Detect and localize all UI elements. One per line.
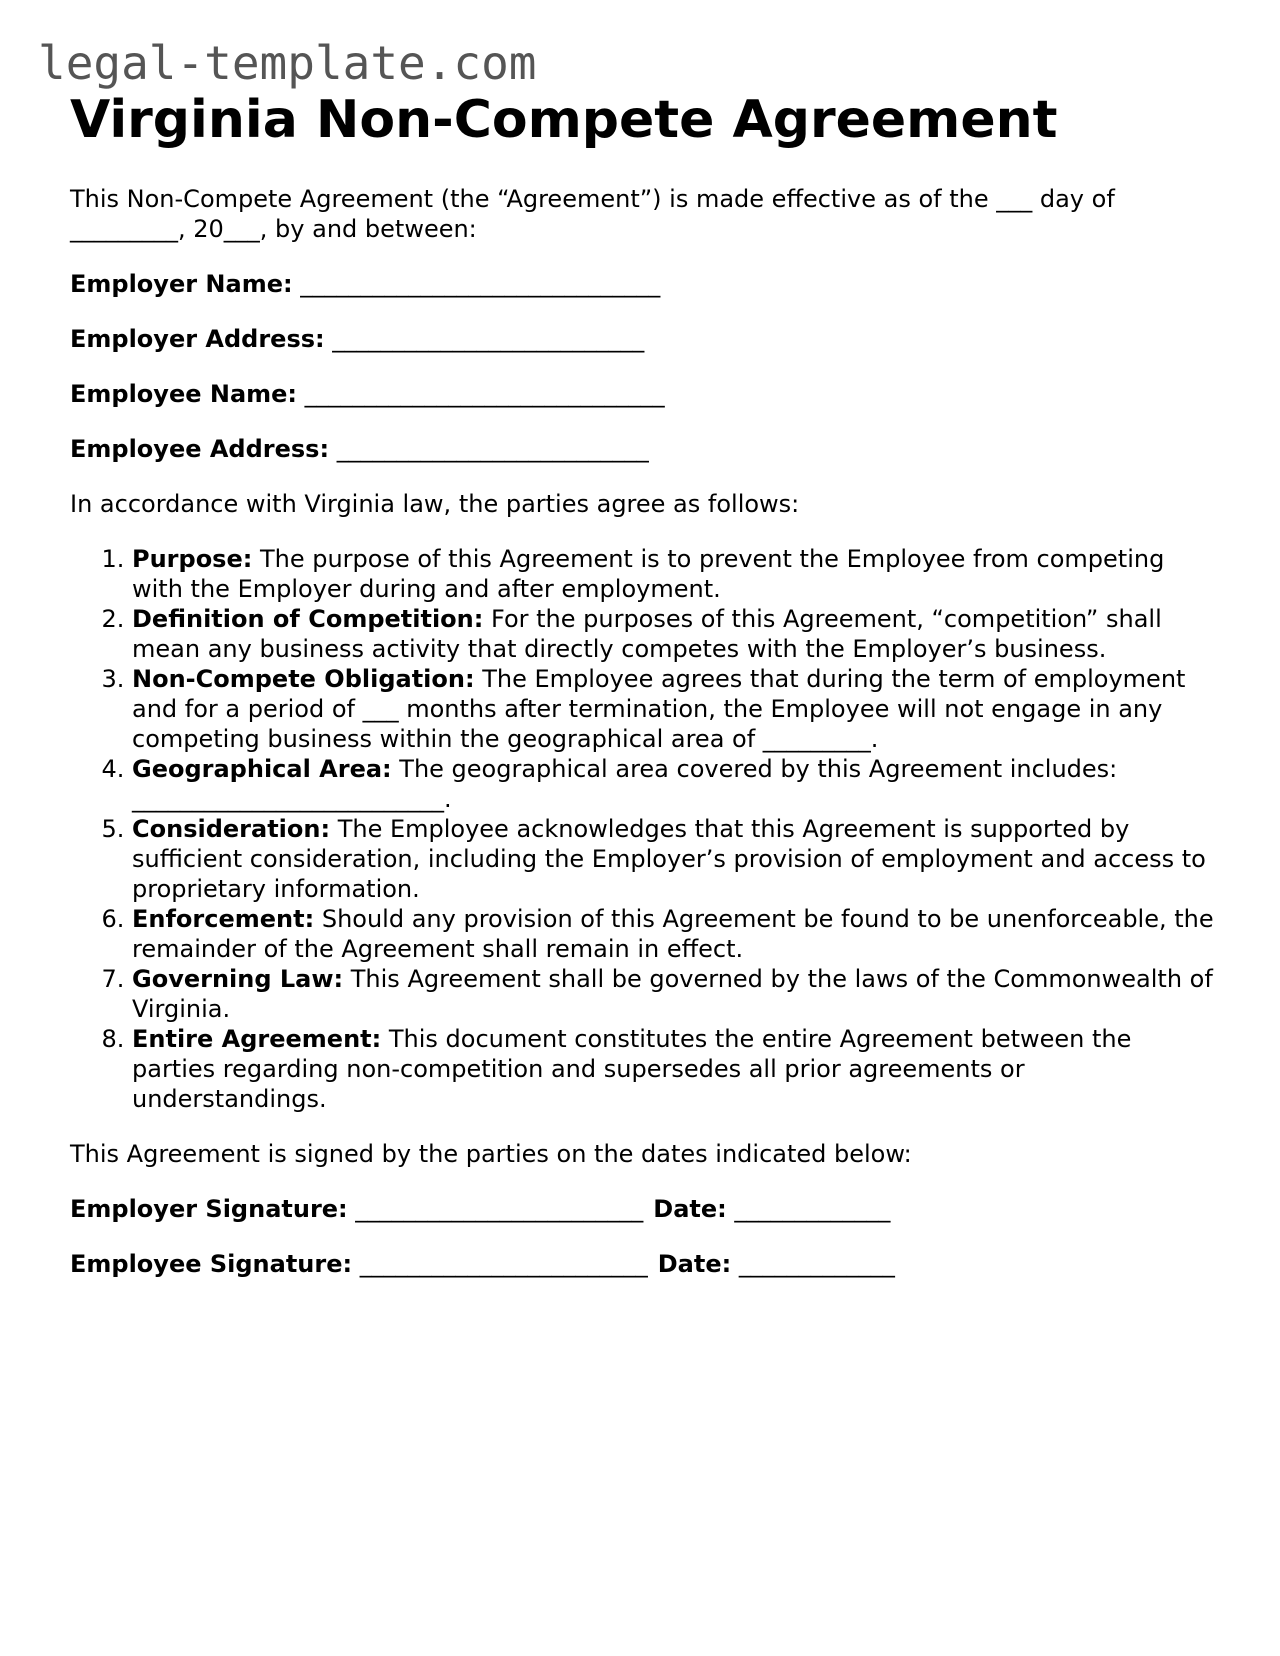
employer-address-field xyxy=(70,324,1220,354)
field-label: Employer Address: xyxy=(70,325,325,353)
document-title: Virginia Non-Compete Agreement xyxy=(70,90,1058,150)
term-title: Geographical Area: xyxy=(132,755,392,783)
employee-name-blank[interactable]: ______________________________ xyxy=(304,380,665,408)
field-label: Employee Name: xyxy=(70,380,298,408)
term-text: The purpose of this Agreement is to prevent the Employee from competing with the Employer during and after employment. xyxy=(132,545,1165,603)
term-title: Consideration: xyxy=(132,815,331,843)
term-title: Purpose: xyxy=(132,545,253,573)
field-label: Employee Address: xyxy=(70,435,330,463)
date-label: Date: xyxy=(653,1195,727,1223)
term-title: Non-Compete Obligation: xyxy=(132,665,475,693)
term-text: This document constitutes the entire Agreement between the parties regarding non-competition and supersedes all prior agreements or understandings. xyxy=(132,1025,1132,1113)
employer-name-blank[interactable]: ______________________________ xyxy=(300,270,661,298)
employee-address-field xyxy=(70,434,1220,464)
terms-list xyxy=(70,544,1220,1114)
term-title: Entire Agreement: xyxy=(132,1025,382,1053)
term-item-enforcement xyxy=(132,904,1220,964)
term-item-purpose xyxy=(132,544,1220,604)
employee-signature-blank[interactable]: ________________________ xyxy=(359,1250,648,1278)
term-text: For the purposes of this Agreement, “competition” shall mean any business activity that directly competes with the Employer’s business. xyxy=(132,605,1162,663)
intro-line-2: _________, 20___, by and between: xyxy=(70,215,477,243)
employer-signature-blank[interactable]: ________________________ xyxy=(355,1195,644,1223)
term-item-consideration xyxy=(132,814,1220,904)
date-label: Date: xyxy=(657,1250,732,1278)
intro-paragraph xyxy=(70,184,1220,244)
term-item-governing-law xyxy=(132,964,1220,1024)
term-item-obligation xyxy=(132,664,1220,754)
term-item-entire-agreement xyxy=(132,1024,1220,1114)
signature-label: Employer Signature: xyxy=(70,1195,348,1223)
employee-address-blank[interactable]: __________________________ xyxy=(336,435,649,463)
signature-label: Employee Signature: xyxy=(70,1250,353,1278)
term-title: Governing Law: xyxy=(132,965,344,993)
term-title: Definition of Competition: xyxy=(132,605,484,633)
intro-line-1: This Non-Compete Agreement (the “Agreement”) is made effective as of the ___ day of xyxy=(70,185,1115,213)
term-item-geographical-area xyxy=(132,754,1220,814)
field-label: Employer Name: xyxy=(70,270,293,298)
watermark-text: legal-template.com xyxy=(38,36,537,90)
employer-date-blank[interactable]: _____________ xyxy=(734,1195,891,1223)
term-text: The geographical area covered by this Agreement includes: __________________________. xyxy=(132,755,1118,813)
employee-date-blank[interactable]: _____________ xyxy=(738,1250,895,1278)
term-text: The Employee acknowledges that this Agreement is supported by sufficient consideration, including the Employer’s provision of employment and access to proprietary information. xyxy=(132,815,1206,903)
employer-signature-line xyxy=(70,1194,1220,1224)
preamble-paragraph: In accordance with Virginia law, the parties agree as follows: xyxy=(70,490,800,518)
term-text: The Employee agrees that during the term of employment and for a period of ___ months after termination, the Employee will not engage in any competing business within the geographical area of _________. xyxy=(132,665,1186,753)
signature-intro: This Agreement is signed by the parties on the dates indicated below: xyxy=(70,1140,912,1168)
employee-name-field xyxy=(70,379,1220,409)
term-item-definition xyxy=(132,604,1220,664)
term-title: Enforcement: xyxy=(132,905,315,933)
employee-signature-line xyxy=(70,1249,1220,1279)
term-text: This Agreement shall be governed by the laws of the Commonwealth of Virginia. xyxy=(132,965,1213,1023)
employer-address-blank[interactable]: __________________________ xyxy=(332,325,645,353)
employer-name-field xyxy=(70,269,1220,299)
term-text: Should any provision of this Agreement be found to be unenforceable, the remainder of the Agreement shall remain in effect. xyxy=(132,905,1214,963)
document-body xyxy=(70,184,1220,1304)
